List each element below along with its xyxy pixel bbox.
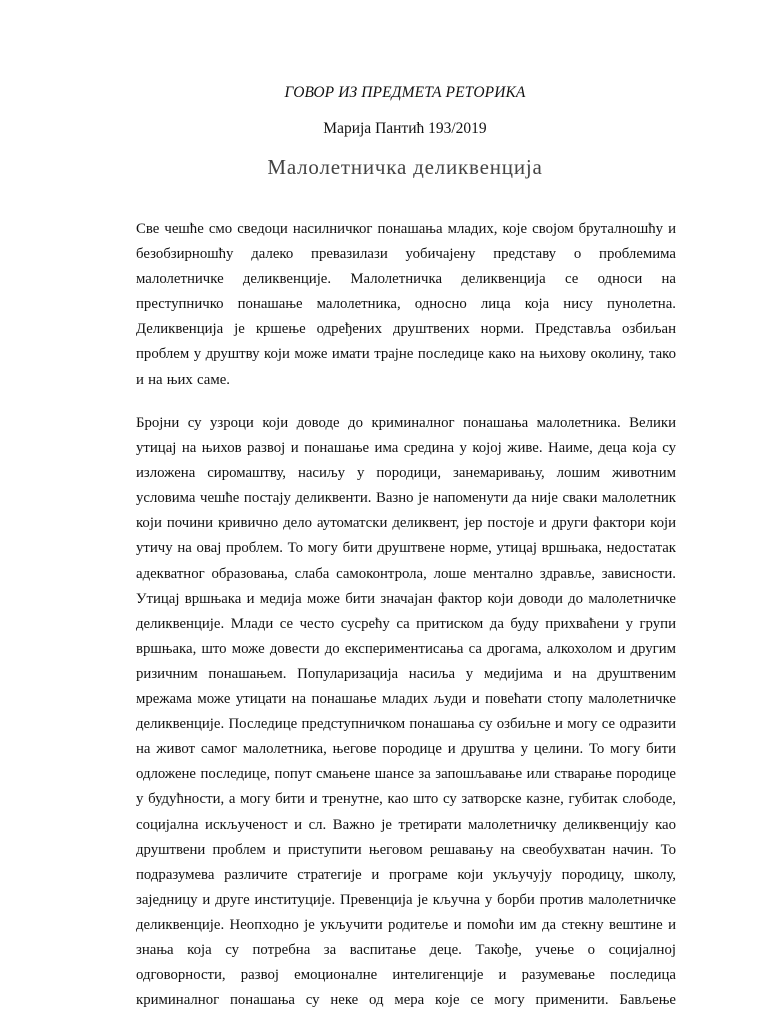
paragraph-intro: Све чешће смо сведоци насилничког понашања младих, које својом бруталношћу и безобзирношћу далеко превазилази уобичајену представу о проблемима малолетничке деликвенције. Малолетничка деликвенција се односи на преступничко понашање малолетника, односно лица која нису пунолетна. Деликвенција је кршење одређених друштвених норми. Представља озбиљан проблем у друштву који може имати трајне последице како на њихову околину, тако и на њих саме. <box>136 221 676 388</box>
paragraph-causes: Бројни су узроци који доводе до криминалног понашања малолетника. Велики утицај на њихов развој и понашање има средина у којој живе. Наиме, деца која су изложена сиромаштву, насиљу у породици, занемаривању, лошим животним условима чешће постају деликвенти. Вазно је напоменути да није сваки малолетник који почини кривично дело аутоматски деликвент, јер постоје и други фактори који утичу на овај проблем. То могу бити друштвене норме, утицај вршњака, недостатак адекватног образовања, слаба самоконтрола, лоше ментално здравље, зависности. Утицај вршњака и медија може бити значајан фактор који доводи до малолетничке деликвенције. Млади се често сусрећу са притиском да буду прихваћени у групи вршњака, што може довести до експериментисања са дрогама, алкохолом и другим ризичним понашањем. Популаризација насиља у медијима и на друштвеним мрежама може утицати на понашање младих људи и повећати стопу малолетничке деликвенције. Последице предступничком понашања су озбиљне и могу се одразити на живот самог малолетника, његове породице и друштва у целини. То могу бити одложене последице, попут смањене шансе за запошљавање или стварање породице у будућности, а могу бити и тренутне, као што су затворске казне, губитак слободе, социјална искљученост и сл. Важно је третирати малолетничку деликвенцију као друштвени проблем и приступити његовом решавању на свеобухватан начин. То подразумева различите стратегије и програме који укључују породицу, школу, заједницу и друге институције. Превенција је кључна у борби против малолетничке деликвенције. Неопходно је укључити родитеље и помоћи им да стекну вештине и знања која су потребна за васпитање деце. Такође, учење о социјалној одговорности, развој емоционалне интелигенције и разумевање последица криминалног понашања су неке од мера које се могу применити. Бављење <box>136 415 676 1009</box>
document-title: ГОВОР ИЗ ПРЕДМЕТА РЕТОРИКА <box>284 84 526 101</box>
author-line: Марија Пантић 193/2019 <box>323 120 487 137</box>
section-heading: Малолетничка деликвенција <box>267 155 543 179</box>
